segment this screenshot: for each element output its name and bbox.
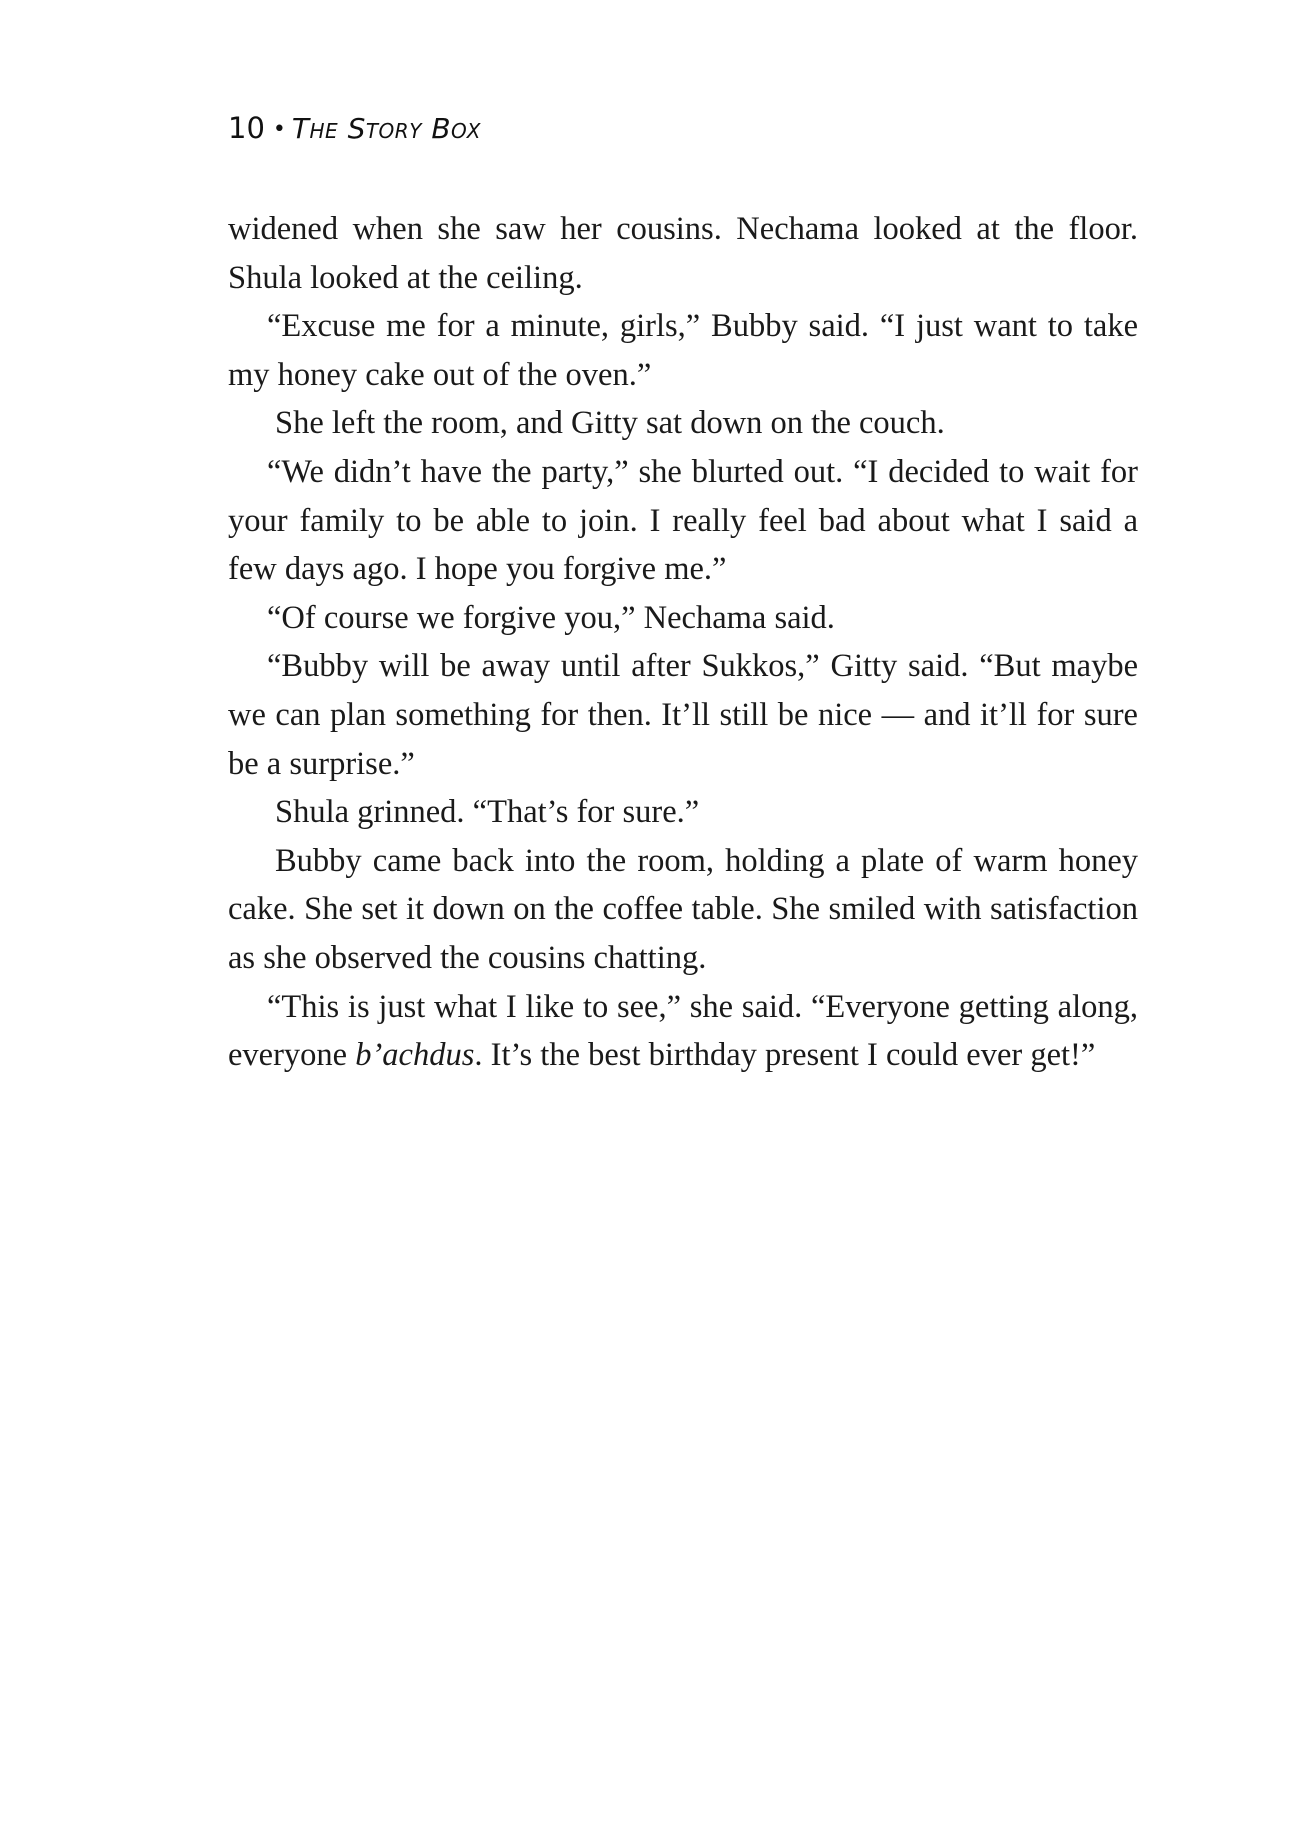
paragraph-text: . It’s the best birthday present I could ever get!”	[474, 1037, 1096, 1074]
paragraph-3	[228, 399, 1138, 448]
paragraph-2	[228, 302, 1138, 399]
paragraph-5	[228, 594, 1138, 643]
body-text	[228, 205, 1138, 1080]
paragraph-text: Bubby came back into the room, holding a plate of warm honey cake. She set it down on the coffee table. She smiled with satisfaction as she observed the cousins chatting.	[228, 842, 1138, 976]
paragraph-8	[228, 837, 1138, 983]
paragraph-text: “Excuse me for a minute, girls,” Bubby said. “I just want to take my honey cake out of the oven.”	[228, 308, 1138, 393]
page-number: 10	[228, 111, 265, 145]
paragraph-9	[228, 983, 1138, 1080]
paragraph-text: “Bubby will be away until after Sukkos,” Gitty said. “But maybe we can plan something for then. It’ll still be nice — and it’ll for sure be a surprise.”	[228, 648, 1138, 782]
paragraph-text: Shula grinned. “That’s for sure.”	[275, 794, 700, 831]
paragraph-1	[228, 205, 1138, 302]
header-separator: •	[272, 117, 286, 142]
book-title: The Story Box	[291, 112, 481, 145]
paragraph-6	[228, 642, 1138, 788]
running-head	[228, 108, 481, 150]
paragraph-4	[228, 448, 1138, 594]
paragraph-text: “This is just what I like to see,” she said. “Everyone getting along, everyone	[228, 988, 1138, 1074]
paragraph-7	[228, 788, 1138, 837]
paragraph-text: “We didn’t have the party,” she blurted out. “I decided to wait for your family to be able to join. I really feel bad about what I said a few days ago. I hope you forgive me.”	[228, 453, 1138, 588]
paragraph-text: She left the room, and Gitty sat down on the couch.	[275, 405, 945, 442]
paragraph-text: “Of course we forgive you,” Nechama said.	[267, 599, 835, 636]
italic-term: b’achdus	[355, 1037, 475, 1074]
paragraph-text: widened when she saw her cousins. Nechama looked at the floor. Shula looked at the ceiling.	[228, 211, 1138, 296]
